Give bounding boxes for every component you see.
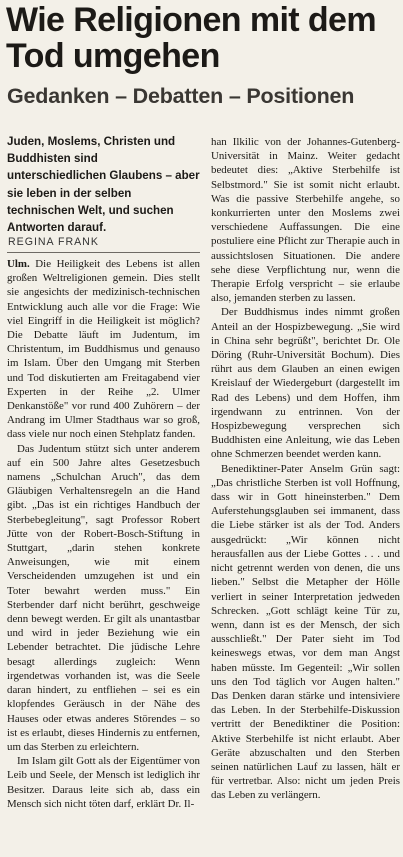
paragraph: Im Islam gilt Gott als der Eigentümer von Leib und Seele, der Mensch ist lediglich ihr Besitzer. Daraus leite sich ab, dass ein Mensch sich nicht töten darf, erklärt Dr. Il- bbox=[7, 755, 200, 810]
article-column-1 bbox=[7, 257, 200, 811]
article-column-2 bbox=[211, 135, 400, 803]
paragraph: Das Judentum stützt sich unter anderem auf ein 500 Jahre altes Gesetzesbuch namens „Schulchan Aruch", das dem Gläubigen Verhaltensregeln an die Hand gibt. „Das ist ein richtiges Handbuch der Sterbebegleitung", sagt Professor Robert Jütte von der Robert-Bosch-Stiftung in Stuttgart, „darin stehen konkrete Anweisungen, wie mit einem Verscheidenden umzugehen ist und ein Toter bewahrt werden muss." Ein Sterbender darf nicht berührt, geschweige denn bewegt werden. Er gilt als unantastbar und wird in jeder Beziehung wie ein Lebender betrachtet. Die jüdische Lehre besagt allerdings zugleich: Wenn irgendetwas vorhanden ist, was die Seele daran hindert, zu entfliehen – sei es ein klopfendes Geräusch in der Nähe des Hauses oder etwas anderes Störendes – so ist es erlaubt, dieses Hindernis zu entfernen, um das Sterben zu erleichtern. bbox=[7, 442, 200, 753]
paragraph: Der Buddhismus indes nimmt großen Anteil an der Hospizbewegung. „Sie wird in China sehr begrüßt", berichtet Dr. Ole Döring (Ruhr-Universität Bochum). Dies rührt aus dem Glauben an einen ewigen Kreislauf der Wiedergeburt (dargestellt im Rad des Lebens) und dem Hoffen, ihm irgendwann zu entrinnen. Von der Hospizbewegung versprechen sich Buddhisten eine Anleitung, wie das Leben ohne Schmerzen beendet werden kann. bbox=[211, 306, 400, 461]
author-byline: REGINA FRANK bbox=[8, 236, 99, 248]
paragraph: han Ilkilic von der Johannes-Gutenberg-Universität in Mainz. Weiter gedacht bedeutet dies: „Aktive Sterbehilfe ist Selbstmord." Sie ist somit nicht erlaubt. Was die passive Sterbehilfe angehe, so konkurrierten unter den Moslems zwei verschiedene Auffassungen. Die eine postuliere eine Pflicht zur Therapie auch in aussichtslosen Situationen. Die andere sehe diese Verpflichtung nur, wenn die Therapie Erfolg verspricht – sie erlaube also, jemanden sterben zu lassen. bbox=[211, 136, 400, 305]
paragraph: Benediktiner-Pater Anselm Grün sagt: „Das christliche Sterben ist voll Hoffnung, dass wir in Gott hineinsterben." Dem Auferstehungsglauben sei immanent, dass die Liebe stärker ist als der Tod. Anders ausgedrückt: „Wir können nicht herausfallen aus der Liebe Gottes . . . und nicht getrennt werden von denen, die uns lieben." Selbst die Metapher der Hölle verliert in seiner Interpretation jedweden Schrecken. „Gott schlägt keine Tür zu, wenn, dann ist es der Mensch, der sich ausschließt." Der Pater sieht im Tod keineswegs etwas, vor dem man Angst haben müsste. Im Gegenteil: „Wir sollen uns den Tod täglich vor Augen halten." Das Denken daran stärke und intensiviere das Leben. In der Sterbehilfe-Diskussion vertritt der Benediktiner die Position: Aktive Sterbehilfe ist nicht erlaubt. Aber Geräte abzuschalten und den Sterben seinen natürlichen Lauf zu lassen, hält er für vertretbar. Also: nicht um jeden Preis das Leben zu verlängern. bbox=[211, 462, 400, 802]
teaser: Juden, Moslems, Christen und Buddhisten sind unterschiedlichen Glaubens – aber sie leben in der selben technischen Welt, und suchen Antworten darauf. bbox=[7, 135, 200, 235]
byline-divider bbox=[7, 252, 200, 253]
dateline: Ulm. bbox=[7, 258, 30, 270]
paragraph bbox=[7, 257, 200, 442]
paragraph-text: Die Heiligkeit des Lebens ist allen großen Weltreligionen gemein. Dies stellt sie angesichts der medizinisch-technischen Entwicklung auch alle vor die Frage: Wie viel Eingriff in die Heiligkeit ist möglich? Die Debatte läuft im Judentum, im Christentum, im Buddhismus und genauso im Islam. Über den Umgang mit Sterben und Tod diskutierten am Freitagabend vier Experten in der Reihe „2. Ulmer Denkanstöße" vor rund 400 Zuhörern – der Andrang im Ulmer Stadthaus war so groß, dass viele nur noch einen Stehplatz fanden. bbox=[7, 258, 200, 441]
subtitle: Gedanken – Debatten – Positionen bbox=[7, 84, 355, 108]
headline: Wie Religionen mit dem Tod umgehen bbox=[6, 1, 376, 75]
